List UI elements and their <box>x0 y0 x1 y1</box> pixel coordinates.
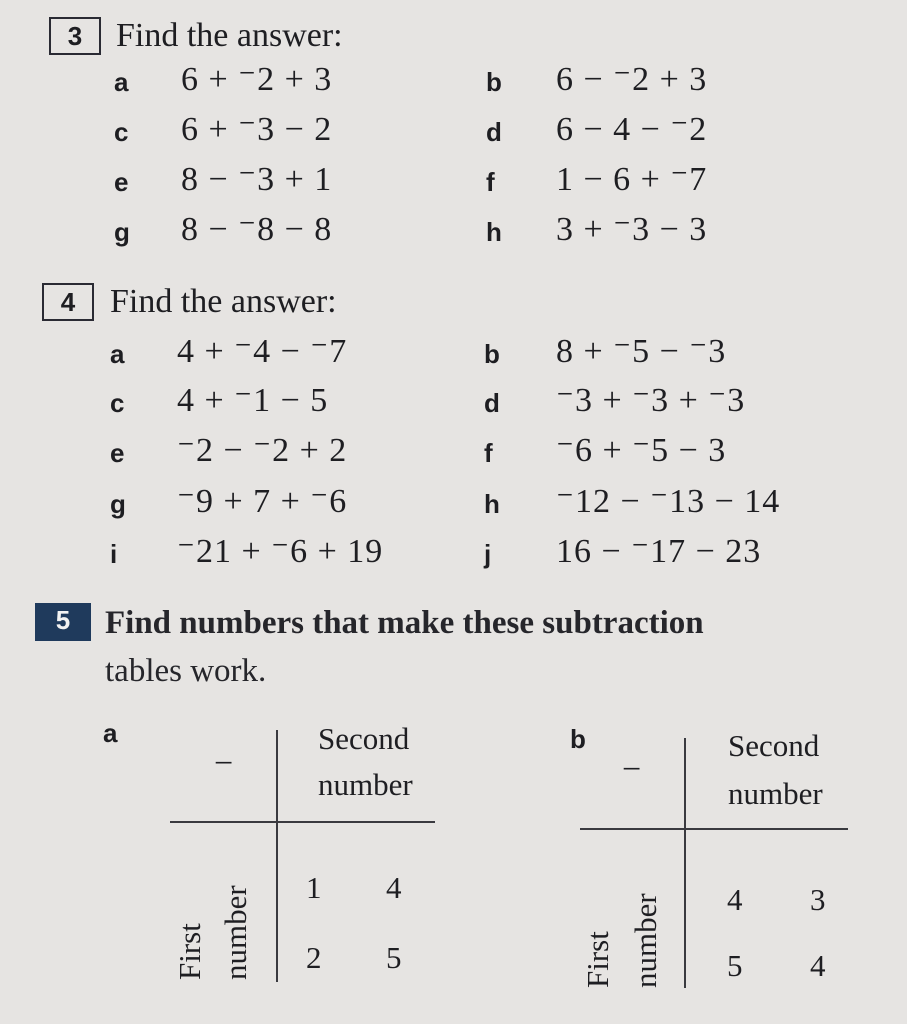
ex3-item-d-expression: 6 − 4 − ⁻2 <box>556 111 708 148</box>
ex3-item-g-letter: g <box>114 217 130 247</box>
ex4-item-c-expression: 4 + ⁻1 − 5 <box>177 382 329 419</box>
table-a-col-header-line1: Second <box>318 721 410 756</box>
ex3-item-c-expression: 6 + ⁻3 − 2 <box>181 111 333 148</box>
table-a-row-header-line2: number <box>218 885 253 980</box>
ex3-item-h-expression: 3 + ⁻3 − 3 <box>556 211 708 248</box>
exercise-4-number: 4 <box>42 283 94 321</box>
table-b-col-header-line1: Second <box>728 728 820 763</box>
table-b-column-divider <box>684 738 686 988</box>
table-b-cell-r1c1: 4 <box>727 882 743 917</box>
ex4-item-b-expression: 8 + ⁻5 − ⁻3 <box>556 333 727 370</box>
ex4-item-i-expression: ⁻21 + ⁻6 + 19 <box>177 533 384 570</box>
exercise-5-heading-line2: tables work. <box>105 653 267 689</box>
ex4-item-j-letter: j <box>484 539 492 569</box>
ex4-item-f-expression: ⁻6 + ⁻5 − 3 <box>556 432 727 469</box>
table-a-cell-r2c1: 2 <box>306 940 322 975</box>
exercise-3-number: 3 <box>49 17 101 55</box>
table-b-row-header-line1: First <box>580 931 615 988</box>
ex4-item-f-letter: f <box>484 438 493 468</box>
ex4-item-e-letter: e <box>110 438 125 468</box>
table-b-col-header-line2: number <box>728 776 823 811</box>
exercise-5-number: 5 <box>35 603 91 641</box>
ex3-item-e-letter: e <box>114 167 129 197</box>
table-b-cell-r1c2: 3 <box>810 882 826 917</box>
table-a-cell-r1c2: 4 <box>386 870 402 905</box>
table-a-column-divider <box>276 730 278 982</box>
table-b-row-header-line2: number <box>628 893 663 988</box>
ex4-item-b-letter: b <box>484 339 500 369</box>
table-a-cell-r1c1: 1 <box>306 870 322 905</box>
ex4-item-h-expression: ⁻12 − ⁻13 − 14 <box>556 483 781 520</box>
exercise-4-heading: Find the answer: <box>110 283 337 320</box>
table-b-cell-r2c1: 5 <box>727 948 743 983</box>
ex3-item-b-letter: b <box>486 67 502 97</box>
ex3-item-d-letter: d <box>486 117 502 147</box>
ex4-item-a-expression: 4 + ⁻4 − ⁻7 <box>177 333 348 370</box>
ex3-item-e-expression: 8 − ⁻3 + 1 <box>181 161 333 198</box>
ex3-item-f-expression: 1 − 6 + ⁻7 <box>556 161 708 198</box>
exercise-3-heading: Find the answer: <box>116 17 343 54</box>
ex4-item-a-letter: a <box>110 339 125 369</box>
ex4-item-j-expression: 16 − ⁻17 − 23 <box>556 533 762 570</box>
ex4-item-d-expression: ⁻3 + ⁻3 + ⁻3 <box>556 382 746 419</box>
ex3-item-a-expression: 6 + ⁻2 + 3 <box>181 61 333 98</box>
ex4-item-d-letter: d <box>484 388 500 418</box>
table-a-row-header-line1: First <box>172 923 207 980</box>
table-a-letter: a <box>103 718 118 748</box>
table-b-header-divider <box>580 828 848 830</box>
table-b-letter: b <box>570 724 586 754</box>
table-b-operator: − <box>622 751 642 788</box>
ex3-item-b-expression: 6 − ⁻2 + 3 <box>556 61 708 98</box>
ex4-item-e-expression: ⁻2 − ⁻2 + 2 <box>177 432 348 469</box>
ex3-item-c-letter: c <box>114 117 129 147</box>
ex4-item-h-letter: h <box>484 489 500 519</box>
ex3-item-g-expression: 8 − ⁻8 − 8 <box>181 211 333 248</box>
ex3-item-f-letter: f <box>486 167 495 197</box>
table-b-cell-r2c2: 4 <box>810 948 826 983</box>
exercise-5-heading-line1: Find numbers that make these subtraction <box>105 605 704 641</box>
ex3-item-a-letter: a <box>114 67 129 97</box>
ex3-item-h-letter: h <box>486 217 502 247</box>
table-a-operator: − <box>214 745 234 782</box>
ex4-item-i-letter: i <box>110 539 118 569</box>
table-a-cell-r2c2: 5 <box>386 940 402 975</box>
ex4-item-c-letter: c <box>110 388 125 418</box>
table-a-col-header-line2: number <box>318 767 413 802</box>
ex4-item-g-expression: ⁻9 + 7 + ⁻6 <box>177 483 348 520</box>
table-a-header-divider <box>170 821 435 823</box>
ex4-item-g-letter: g <box>110 489 126 519</box>
